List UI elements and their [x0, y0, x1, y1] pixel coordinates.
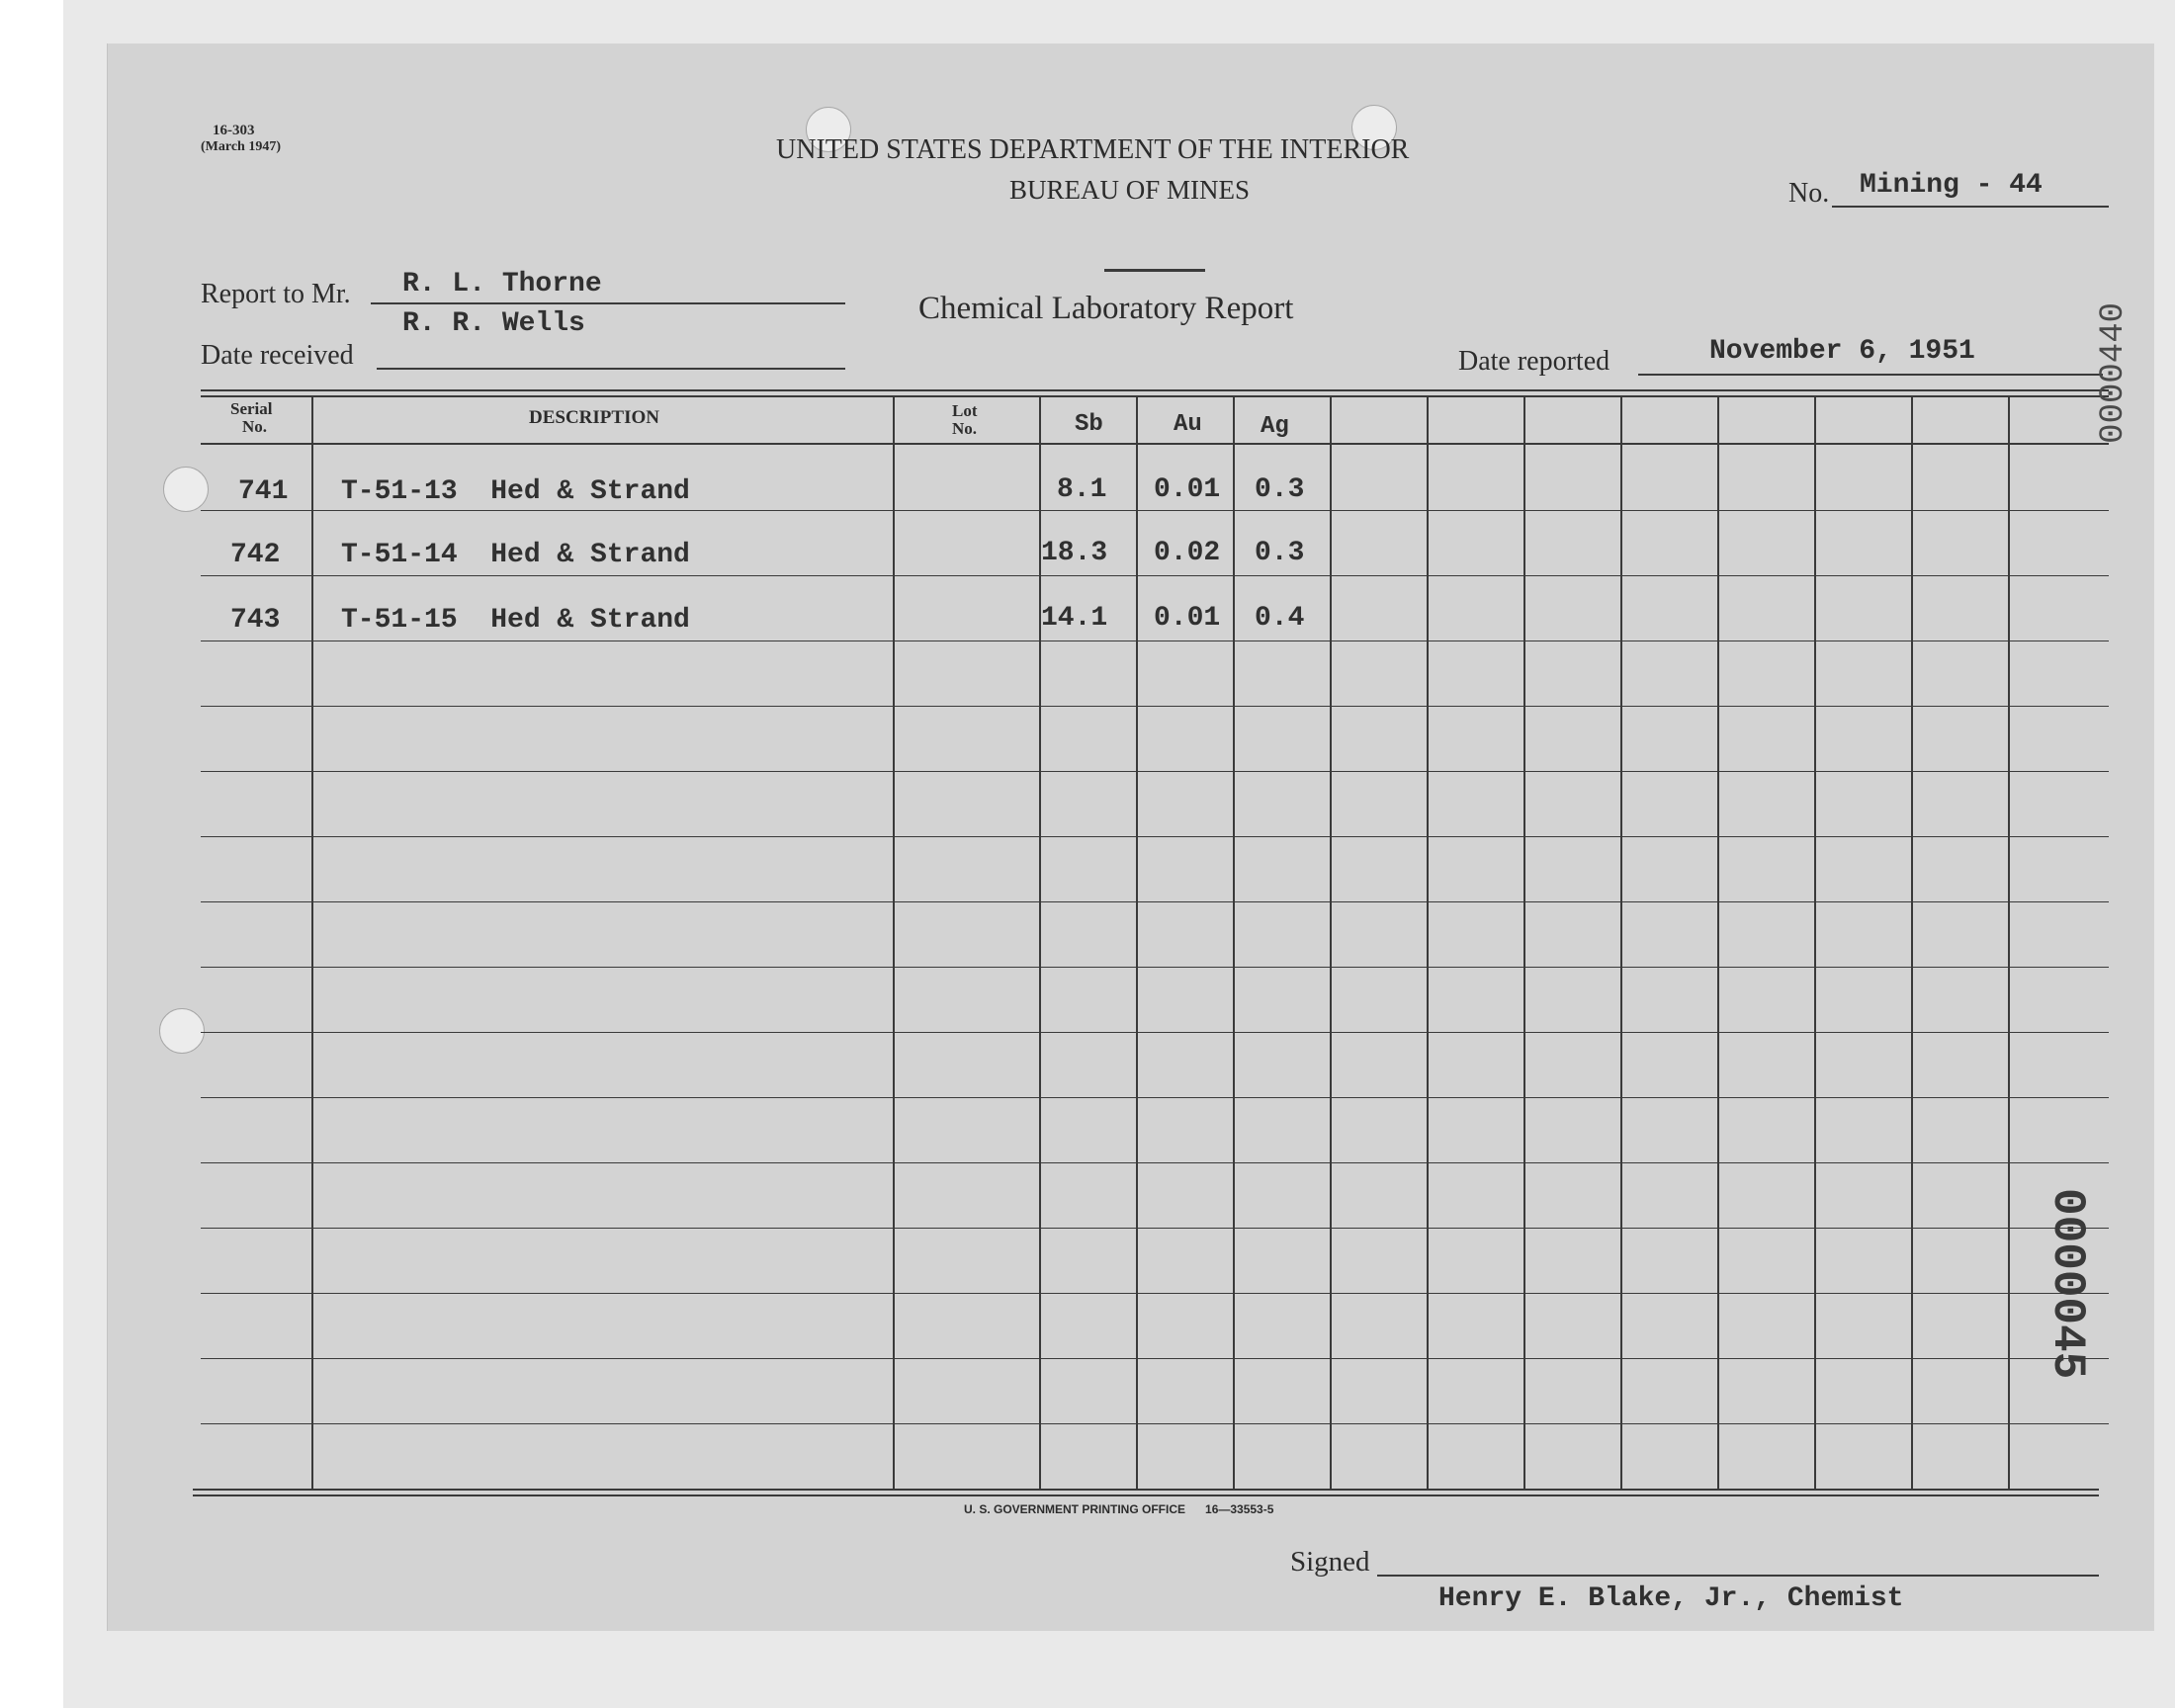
report-to-line [371, 302, 845, 304]
header-sb: Sb [1075, 411, 1103, 438]
signed-label: Signed [1290, 1546, 1370, 1578]
title-rule [1104, 269, 1205, 272]
header-au: Au [1174, 411, 1202, 438]
table-bottom-rule-1 [193, 1489, 2099, 1491]
row-1-serial: 741 [238, 476, 289, 507]
row-2-au: 0.02 [1154, 538, 1221, 568]
printing-office-imprint: U. S. GOVERNMENT PRINTING OFFICE 16—33553-5 [964, 1502, 1274, 1516]
col-line [311, 397, 313, 1489]
date-received-label: Date received [201, 340, 354, 371]
row-line [201, 771, 2109, 772]
col-line [1717, 397, 1719, 1489]
col-line [1911, 397, 1913, 1489]
date-reported-value: November 6, 1951 [1709, 336, 1975, 367]
report-to-name-1: R. L. Thorne [402, 269, 602, 299]
row-2-description: T-51-14 Hed & Strand [341, 540, 690, 570]
row-2-sb: 18.3 [1041, 538, 1108, 568]
stamp-number-lower: 0000045 [2042, 1188, 2093, 1380]
col-line [1136, 397, 1138, 1489]
date-reported-label: Date reported [1458, 346, 1610, 377]
row-line [201, 1358, 2109, 1359]
col-line [2008, 397, 2010, 1489]
header-lot-line-2: No. [952, 419, 978, 438]
col-line [1620, 397, 1622, 1489]
row-1-description: T-51-13 Hed & Strand [341, 476, 690, 507]
header-serial-line-2: No. [242, 417, 268, 436]
punch-hole-side-lower [159, 1008, 205, 1054]
row-line [201, 1032, 2109, 1033]
header-description: DESCRIPTION [529, 407, 659, 428]
row-3-ag: 0.4 [1255, 603, 1305, 634]
row-line [201, 706, 2109, 707]
row-1-sb: 8.1 [1057, 474, 1107, 505]
row-line [201, 510, 2109, 511]
stamp-number-upper: 0000440 [2095, 302, 2132, 444]
col-line [1330, 397, 1332, 1489]
form-number: 16-303 [213, 123, 255, 138]
date-reported-line [1638, 374, 2103, 376]
table-bottom-rule-2 [193, 1494, 2099, 1496]
row-3-serial: 743 [230, 605, 281, 636]
bureau-title: BUREAU OF MINES [1009, 175, 1251, 205]
row-2-ag: 0.3 [1255, 538, 1305, 568]
signature-line [1377, 1575, 2099, 1577]
col-line [1233, 397, 1235, 1489]
row-line [201, 967, 2109, 968]
col-line [1814, 397, 1816, 1489]
col-line [1523, 397, 1525, 1489]
scan-margin [0, 0, 63, 1708]
punch-hole-side-upper [163, 467, 209, 512]
row-line [201, 1162, 2109, 1163]
col-line [893, 397, 895, 1489]
row-2-serial: 742 [230, 540, 281, 570]
no-label: No. [1788, 178, 1830, 209]
report-number-line [1832, 206, 2109, 208]
report-to-label: Report to Mr. [201, 279, 351, 309]
date-received-line [377, 368, 845, 370]
table-top-rule-1 [201, 389, 2109, 391]
row-line [201, 575, 2109, 576]
header-bottom-rule [201, 443, 2109, 445]
signatory-name: Henry E. Blake, Jr., Chemist [1438, 1583, 1904, 1614]
form-edition: (March 1947) [201, 139, 281, 154]
row-1-au: 0.01 [1154, 474, 1221, 505]
row-line [201, 836, 2109, 837]
row-line [201, 640, 2109, 641]
header-serial-line-1: Serial [230, 399, 273, 418]
header-ag: Ag [1261, 413, 1289, 440]
row-line [201, 1097, 2109, 1098]
row-3-description: T-51-15 Hed & Strand [341, 605, 690, 636]
lab-report-title: Chemical Laboratory Report [918, 291, 1294, 326]
col-line [1427, 397, 1429, 1489]
agency-title: UNITED STATES DEPARTMENT OF THE INTERIOR [776, 134, 1410, 165]
header-lot-line-1: Lot [952, 401, 978, 420]
report-form [107, 43, 2154, 1631]
table-top-rule-2 [201, 395, 2109, 397]
row-line [201, 1293, 2109, 1294]
report-number: Mining - 44 [1860, 170, 2043, 201]
row-1-ag: 0.3 [1255, 474, 1305, 505]
row-line [201, 1423, 2109, 1424]
report-to-name-2: R. R. Wells [402, 308, 585, 339]
row-3-au: 0.01 [1154, 603, 1221, 634]
row-3-sb: 14.1 [1041, 603, 1108, 634]
row-line [201, 901, 2109, 902]
row-line [201, 1228, 2109, 1229]
